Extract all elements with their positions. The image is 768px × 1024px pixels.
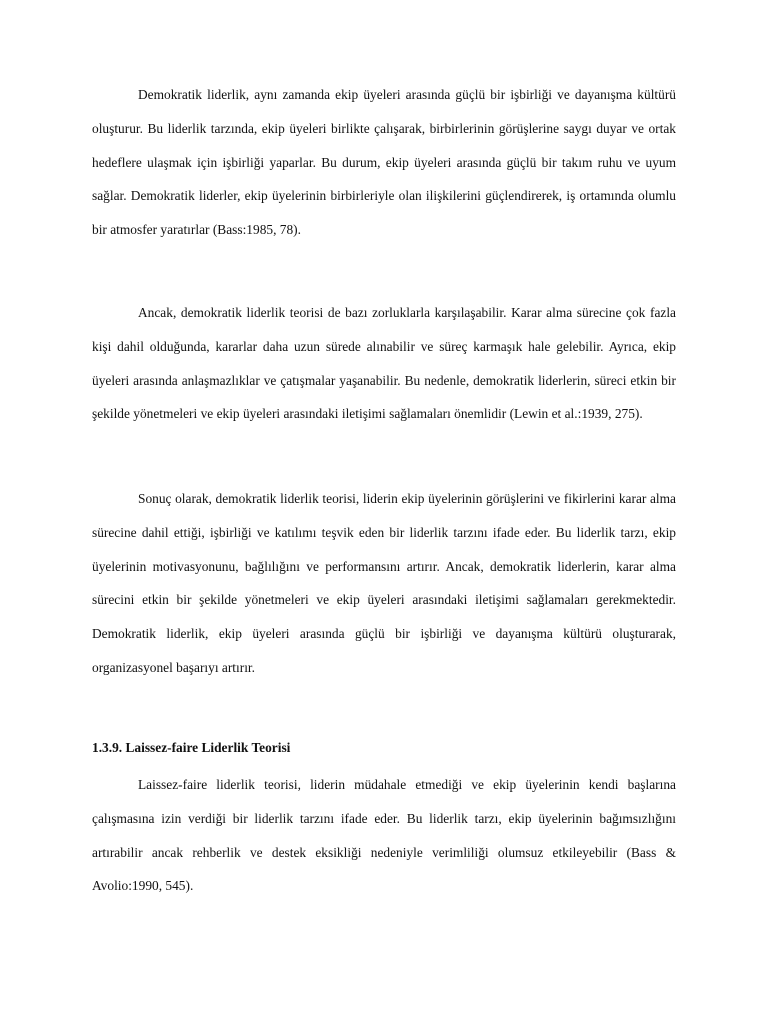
paragraph-democratic-conclusion: Sonuç olarak, demokratik liderlik teorisi, liderin ekip üyelerinin görüşlerini ve fikirlerini karar alma sürecine dahil ettiği, işbirliği ve katılımı teşvik eden bir liderlik tarzını ifade eder. Bu liderlik tarzı, ekip üyelerinin motivasyonunu, bağlılığını ve performansını artırır. Ancak, demokratik liderlerin, karar alma sürecini etkin bir şekilde yönetmeleri ve ekip üyeleri arasındaki iletişimi sağlamaları gerekmektedir. Demokratik liderlik, ekip üyeleri arasında güçlü bir işbirliği ve dayanışma kültürü oluşturarak, organizasyonel başarıyı artırır. (92, 491, 676, 675)
paragraph-democratic-challenges: Ancak, demokratik liderlik teorisi de bazı zorluklarla karşılaşabilir. Karar alma sürecine çok fazla kişi dahil olduğunda, kararlar daha uzun sürede alınabilir ve süreç karmaşık hale gelebilir. Ayrıca, ekip üyeleri arasında anlaşmazlıklar ve çatışmalar yaşanabilir. Bu nedenle, demokratik liderlerin, süreci etkin bir şekilde yönetmeleri ve ekip üyeleri arasındaki iletişimi sağlamaları önemlidir (Lewin et al.:1939, 275). (92, 305, 676, 422)
document-page (92, 0, 676, 1024)
paragraph-laissez-faire: Laissez-faire liderlik teorisi, liderin müdahale etmediği ve ekip üyelerinin kendi başlarına çalışmasına izin verdiği bir liderlik tarzını ifade eder. Bu liderlik tarzı, ekip üyelerinin bağımsızlığını artırabilir ancak rehberlik ve destek eksikliği nedeniyle verimliliği olumsuz etkileyebilir (Bass & Avolio:1990, 545). (92, 777, 676, 894)
paragraph-democratic-cooperation: Demokratik liderlik, aynı zamanda ekip üyeleri arasında güçlü bir işbirliği ve dayanışma kültürü oluşturur. Bu liderlik tarzında, ekip üyeleri birlikte çalışarak, birbirlerinin görüşlerine saygı duyar ve ortak hedeflere ulaşmak için işbirliği yaparlar. Bu durum, ekip üyeleri arasında güçlü bir takım ruhu ve uyum sağlar. Demokratik liderler, ekip üyelerinin birbirleriyle olan ilişkilerini güçlendirerek, iş ortamında olumlu bir atmosfer yaratırlar (Bass:1985, 78). (92, 87, 676, 238)
section-heading: 1.3.9. Laissez-faire Liderlik Teorisi (92, 740, 291, 755)
